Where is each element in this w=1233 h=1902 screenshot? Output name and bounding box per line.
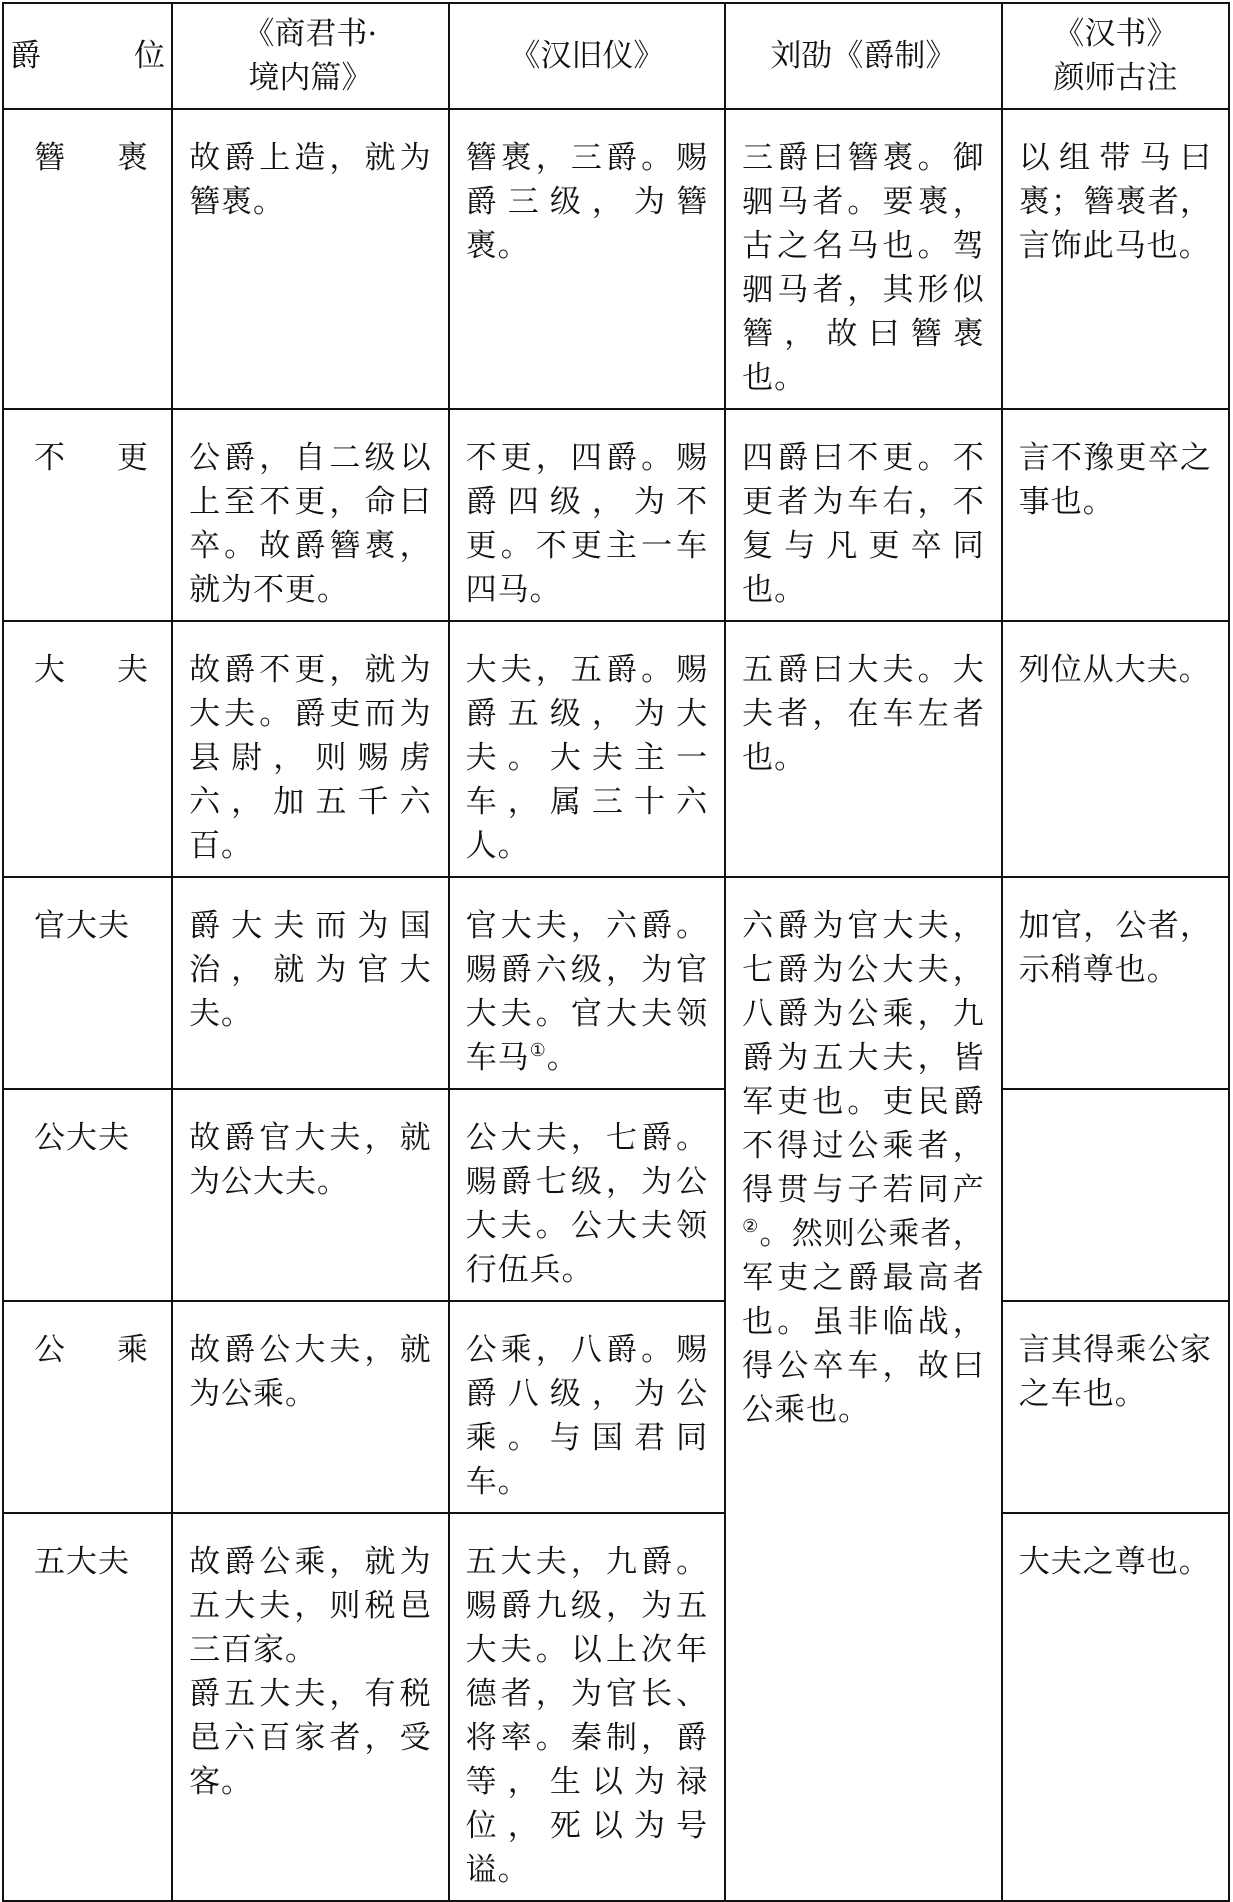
table-row: [3, 877, 1229, 1089]
header-shangjunshu-line2: 境内篇》: [248, 60, 373, 96]
hanjiuyi-cell: 五大夫，九爵。赐爵九级，为五大夫。以上次年德者，为官长、将率。秦制，爵等，生以为禄位，死以为号谥。: [449, 1513, 726, 1901]
header-shangjunshu: [172, 3, 449, 109]
table-row: [3, 1513, 1229, 1901]
rank-cell: 大 夫: [3, 621, 172, 877]
rank-comparison-table: [2, 2, 1230, 1902]
hanjiuyi-cell: 不更，四爵。赐爵四级，为不更。不更主一车四马。: [449, 409, 726, 621]
hanjiuyi-cell: 公大夫，七爵。赐爵七级，为公大夫。公大夫领行伍兵。: [449, 1089, 726, 1301]
liushao-text-a: 六爵为官大夫，七爵为公大夫，八爵为公乘，九爵为五大夫，皆军吏也。吏民爵不得过公乘者，得贯与子若同产: [742, 908, 985, 1208]
hanjiuyi-cell: 簪褭，三爵。赐爵三级，为簪褭。: [449, 109, 726, 409]
yan-shigu-cell: 列位从大夫。: [1002, 621, 1229, 877]
rank-cell: 官大夫: [3, 877, 172, 1089]
yan-shigu-cell: 言不豫更卒之事也。: [1002, 409, 1229, 621]
header-hanjiuyi: 《汉旧仪》: [449, 3, 726, 109]
hanjiuyi-text-end: 。: [546, 1040, 579, 1076]
liushao-cell: 四爵曰不更。不更者为车右，不复与凡更卒同也。: [725, 409, 1002, 621]
footnote-marker: ①: [529, 1040, 547, 1061]
liushao-merged-cell: [725, 877, 1002, 1901]
hanjiuyi-text: 官大夫，六爵。赐爵六级，为官大夫。官大夫领车马: [465, 908, 709, 1076]
header-hanshu-line1: 《汉书》: [1053, 16, 1178, 52]
hanjiuyi-cell: 公乘，八爵。赐爵八级，为公乘。与国君同车。: [449, 1301, 726, 1513]
yan-shigu-cell: 以组带马曰褭；簪褭者，言饰此马也。: [1002, 109, 1229, 409]
shangjunshu-cell: 故爵上造，就为簪褭。: [172, 109, 449, 409]
shangjunshu-cell: 爵大夫而为国治，就为官大夫。: [172, 877, 449, 1089]
shangjunshu-cell: 故爵公大夫，就为公乘。: [172, 1301, 449, 1513]
shangjunshu-paragraph: 故爵公乘，就为五大夫，则税邑三百家。: [189, 1544, 432, 1668]
footnote-marker: ②: [742, 1216, 760, 1237]
table-row: [3, 409, 1229, 621]
yan-shigu-cell: 大夫之尊也。: [1002, 1513, 1229, 1901]
liushao-cell: 三爵曰簪褭。御驷马者。要褭，古之名马也。驾驷马者，其形似簪，故曰簪褭也。: [725, 109, 1002, 409]
header-liushao-juezhi: 刘劭《爵制》: [725, 3, 1002, 109]
header-hanshu-yan-shigu: [1002, 3, 1229, 109]
rank-cell: 公大夫: [3, 1089, 172, 1301]
liushao-cell: 五爵曰大夫。大夫者，在车左者也。: [725, 621, 1002, 877]
yan-shigu-cell: [1002, 1089, 1229, 1301]
table-row: [3, 1301, 1229, 1513]
table-row: [3, 109, 1229, 409]
hanjiuyi-cell: [449, 877, 726, 1089]
liushao-text-b: 。然则公乘者，军吏之爵最高者也。虽非临战，得公卒车，故曰公乘也。: [742, 1216, 985, 1428]
shangjunshu-cell: 故爵官大夫，就为公大夫。: [172, 1089, 449, 1301]
shangjunshu-cell: [172, 1513, 449, 1901]
rank-cell: 不 更: [3, 409, 172, 621]
shangjunshu-cell: 公爵，自二级以上至不更，命曰卒。故爵簪褭，就为不更。: [172, 409, 449, 621]
yan-shigu-cell: 言其得乘公家之车也。: [1002, 1301, 1229, 1513]
shangjunshu-cell: 故爵不更，就为大夫。爵吏而为县尉，则赐虏六，加五千六百。: [172, 621, 449, 877]
shangjunshu-paragraph: 爵五大夫，有税邑六百家者，受客。: [189, 1676, 432, 1800]
rank-cell: 簪 褭: [3, 109, 172, 409]
header-rank: 爵 位: [3, 3, 172, 109]
rank-cell: 公 乘: [3, 1301, 172, 1513]
hanjiuyi-cell: 大夫，五爵。赐爵五级，为大夫。大夫主一车，属三十六人。: [449, 621, 726, 877]
header-hanshu-line2: 颜师古注: [1053, 60, 1178, 96]
table-row: [3, 1089, 1229, 1301]
rank-cell: 五大夫: [3, 1513, 172, 1901]
header-row: [3, 3, 1229, 109]
header-shangjunshu-line1: 《商君书·: [243, 16, 378, 52]
table-row: [3, 621, 1229, 877]
yan-shigu-cell: 加官，公者，示稍尊也。: [1002, 877, 1229, 1089]
